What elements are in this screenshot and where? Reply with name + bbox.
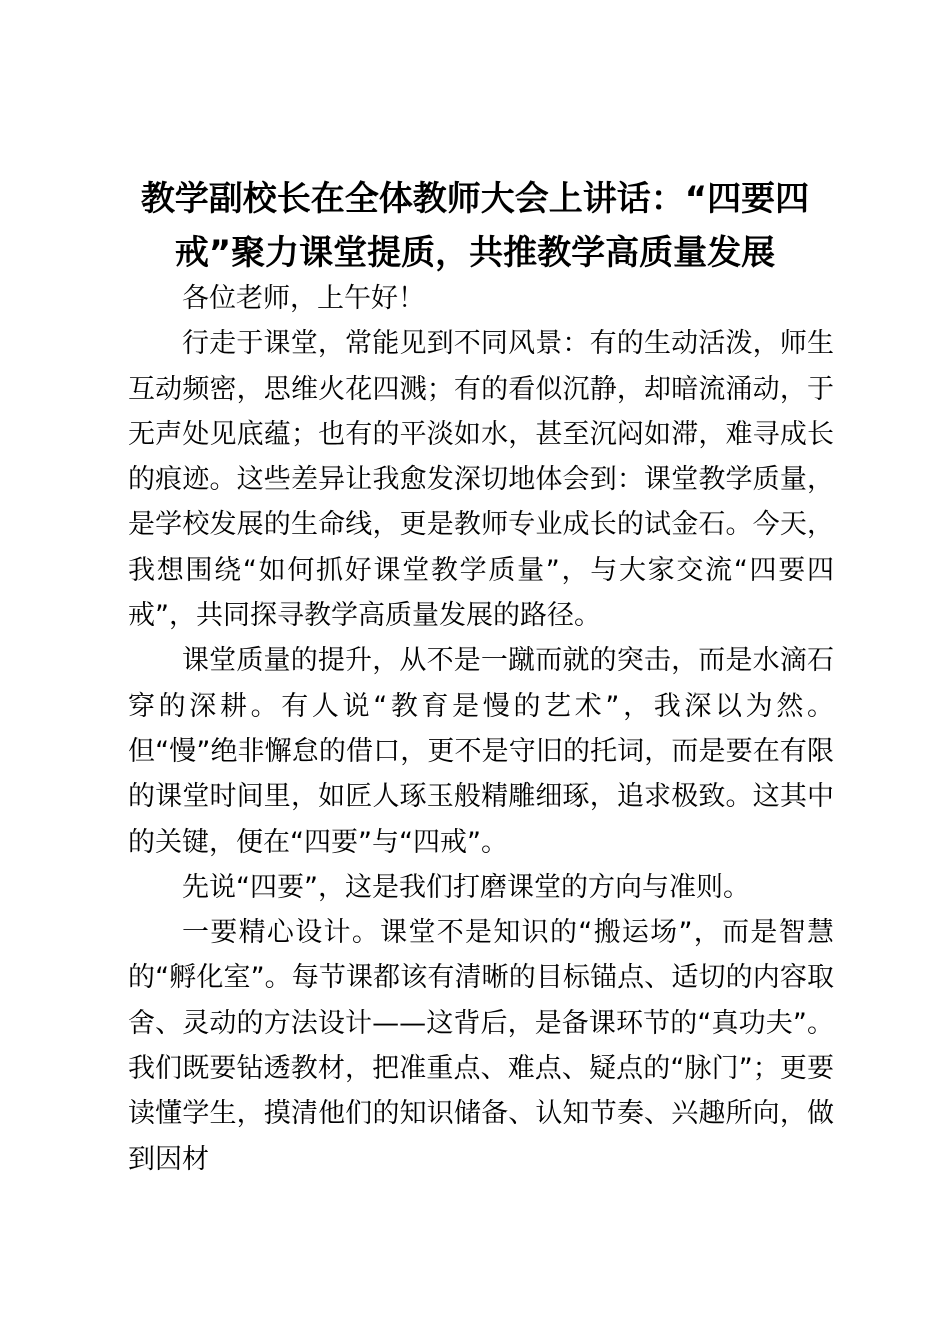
paragraph-greeting: 各位老师，上午好！ [182, 283, 425, 314]
paragraph-four-musts-intro: 先说“四要”，这是我们打磨课堂的方向与准则。 [182, 871, 750, 903]
paragraph-quality: 课堂质量的提升，从不是一蹴而就的突击，而是水滴石穿的深耕。有人说“教育是慢的艺术”，我深以为然。但“慢”绝非懈怠的借口，更不是守旧的托词，而是要在有限的课堂时间里，如匠人琢玉般精雕细琢，追求极致。这其中的关键，便在“四要”与“四戒”。 [128, 645, 834, 858]
document-title: 教学副校长在全体教师大会上讲话：“四要四戒”聚力课堂提质，共推教学高质量发展 [140, 179, 810, 273]
document-body [128, 276, 834, 1182]
paragraph-intro: 行走于课堂，常能见到不同风景：有的生动活泼，师生互动频密，思维火花四溅；有的看似沉静，却暗流涌动，于无声处见底蕴；也有的平淡如水，甚至沉闷如滞，难寻成长的痕迹。这些差异让我愈发深切地体会到：课堂教学质量，是学校发展的生命线，更是教师专业成长的试金石。今天，我想围绕“如何抓好课堂教学质量”，与大家交流“四要四戒”，共同探寻教学高质量发展的路径。 [128, 328, 834, 632]
paragraph-first-must: 一要精心设计。课堂不是知识的“搬运场”，而是智慧的“孵化室”。每节课都该有清晰的目标锚点、适切的内容取舍、灵动的方法设计——这背后，是备课环节的“真功夫”。我们既要钻透教材，把准重点、难点、疑点的“脉门”；更要读懂学生，摸清他们的知识储备、认知节奏、兴趣所向，做到因材 [128, 917, 834, 1175]
